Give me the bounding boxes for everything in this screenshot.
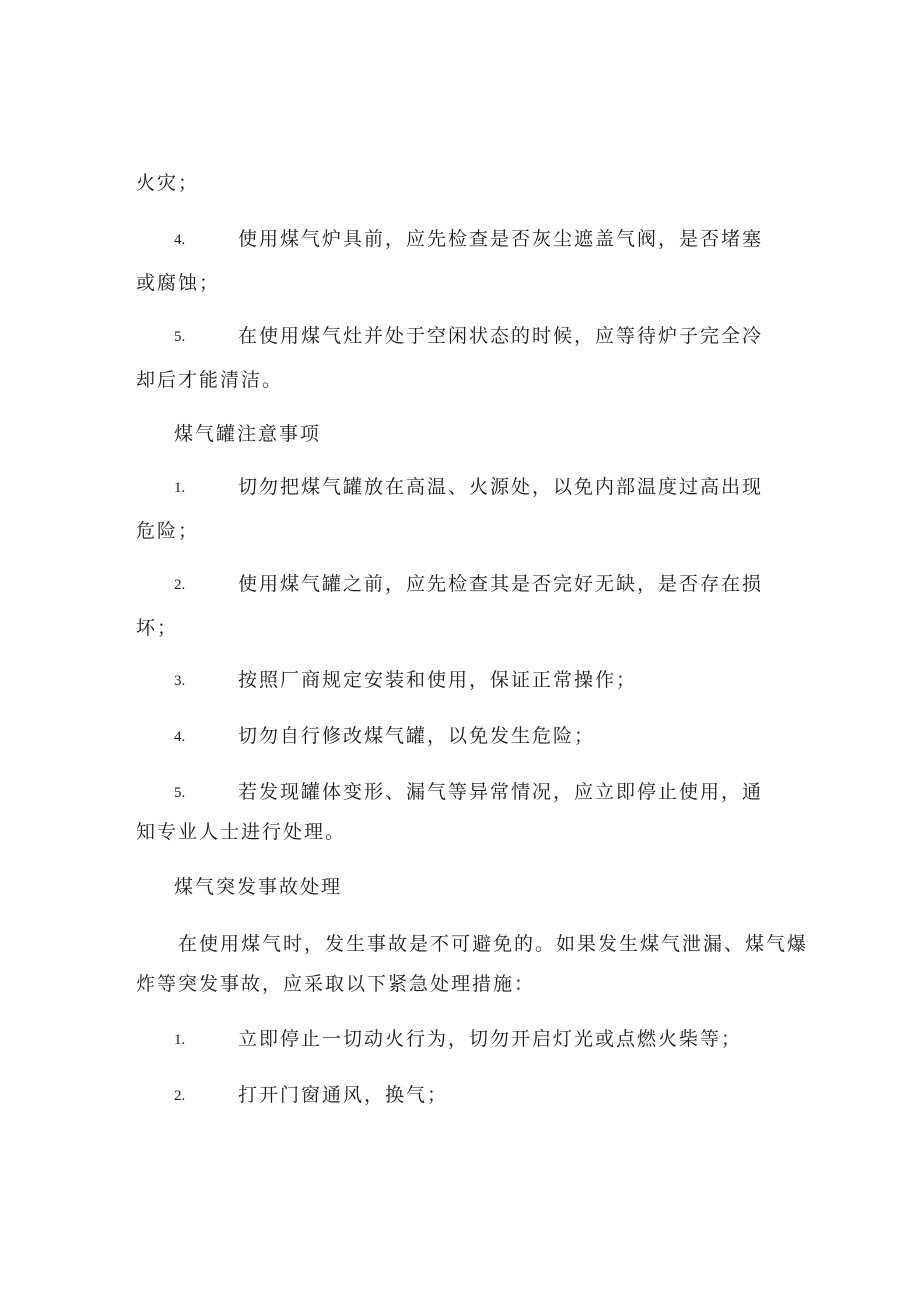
list-number: 5. (174, 329, 186, 345)
section-heading: 煤气罐注意事项 (174, 423, 322, 445)
list-item-text-continued: 却后才能清洁。 (136, 369, 284, 391)
list-number: 2. (174, 1088, 186, 1104)
list-item-text: 切勿把煤气罐放在高温、火源处，以免内部温度过高出现 (238, 476, 764, 498)
paragraph-line: 在使用煤气时，发生事故是不可避免的。如果发生煤气泄漏、煤气爆 (178, 933, 809, 955)
list-number: 3. (174, 673, 186, 689)
paragraph-line: 炸等突发事故，应采取以下紧急处理措施： (136, 973, 536, 995)
list-item-text: 切勿自行修改煤气罐，以免发生危险； (238, 725, 596, 747)
paragraph-line: 火灾； (136, 172, 200, 194)
list-number: 1. (174, 1032, 186, 1048)
list-item-text-continued: 坏； (136, 617, 179, 639)
list-item-text: 若发现罐体变形、漏气等异常情况，应立即停止使用，通 (238, 781, 764, 803)
list-item-text-continued: 危险； (136, 520, 200, 542)
list-item-text: 使用煤气罐之前，应先检查其是否完好无缺，是否存在损 (238, 573, 764, 595)
list-item-text: 按照厂商规定安装和使用，保证正常操作； (238, 669, 638, 691)
list-number: 2. (174, 577, 186, 593)
list-item-text-continued: 或腐蚀； (136, 272, 221, 294)
list-item-text: 打开门窗通风，换气； (238, 1084, 449, 1106)
list-number: 4. (174, 729, 186, 745)
section-heading: 煤气突发事故处理 (174, 876, 343, 898)
list-item-text-continued: 知专业人士进行处理。 (136, 821, 347, 843)
list-number: 5. (174, 785, 186, 801)
list-number: 1. (174, 480, 186, 496)
list-number: 4. (174, 232, 186, 248)
list-item-text: 立即停止一切动火行为，切勿开启灯光或点燃火柴等； (238, 1028, 743, 1050)
list-item-text: 在使用煤气灶并处于空闲状态的时候，应等待炉子完全冷 (238, 325, 764, 347)
list-item-text: 使用煤气炉具前，应先检查是否灰尘遮盖气阀，是否堵塞 (238, 228, 764, 250)
